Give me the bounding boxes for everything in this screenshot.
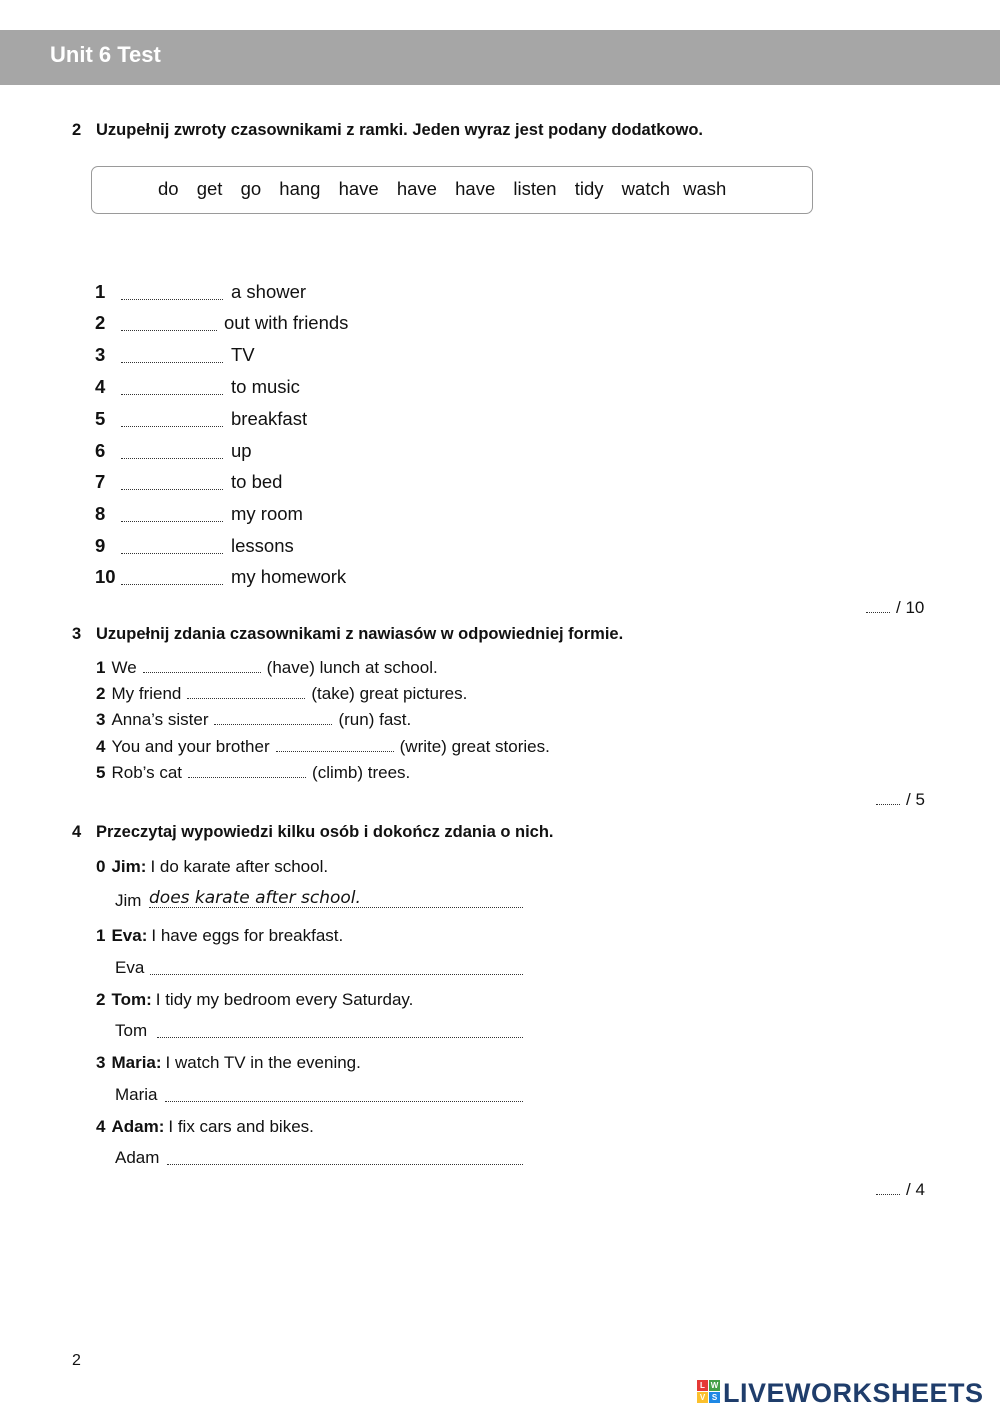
item-number: 2 [96, 684, 106, 703]
score-blank[interactable] [876, 1180, 900, 1195]
item-number: 3 [95, 344, 106, 365]
item-text: to bed [231, 471, 283, 492]
exercise-4-answer [115, 1085, 158, 1111]
word-box-word: listen [513, 178, 557, 199]
answer-subject: Maria [115, 1085, 158, 1104]
exercise-number: 2 [72, 121, 82, 139]
speaker-name: Adam: [111, 1117, 165, 1136]
exercise-2-heading [72, 121, 703, 140]
speaker-name: Eva: [111, 926, 148, 945]
answer-blank[interactable] [121, 299, 223, 300]
exercise-4-score [876, 1180, 925, 1200]
header-bar [0, 30, 1000, 85]
exercise-instruction: Przeczytaj wypowiedzi kilku osób i dokończ zdania o nich. [96, 823, 554, 841]
item-text: lessons [231, 535, 294, 556]
sentence-end: (climb) trees. [312, 763, 411, 782]
score-blank[interactable] [876, 790, 900, 805]
item-text: my homework [231, 566, 347, 587]
logo-letter: W [710, 1381, 719, 1390]
exercise-3-item [96, 684, 467, 706]
exercise-3-score [876, 790, 925, 810]
item-number: 1 [95, 281, 106, 302]
answer-subject: Eva [115, 958, 145, 977]
word-box-word: have [396, 178, 437, 199]
sentence-end: (run) fast. [338, 710, 412, 729]
item-number: 0 [96, 857, 106, 876]
word-box-word: get [196, 178, 223, 199]
word-box-word: hang [279, 178, 321, 199]
sentence-start: You and your brother [111, 737, 270, 756]
sentence-start: Anna’s sister [111, 710, 209, 729]
logo-letter: S [709, 1392, 720, 1403]
answer-blank[interactable] [276, 737, 394, 752]
brand-name: LIVEWORKSHEETS [723, 1378, 984, 1408]
sentence-end: (take) great pictures. [311, 684, 468, 703]
sentence-start: We [111, 658, 137, 677]
item-number: 3 [96, 1053, 106, 1072]
item-number: 4 [96, 737, 106, 756]
logo-letter: L [697, 1380, 708, 1391]
quote-text: I fix cars and bikes. [168, 1117, 314, 1136]
exercise-3-item [96, 763, 410, 785]
item-number: 2 [95, 312, 106, 333]
item-number: 2 [96, 990, 106, 1009]
quote-text: I tidy my bedroom every Saturday. [155, 990, 414, 1009]
speaker-name: Jim: [111, 857, 147, 876]
exercise-instruction: Uzupełnij zwroty czasownikami z ramki. Jeden wyraz jest podany dodatkowo. [96, 121, 703, 139]
answer-subject: Adam [115, 1148, 160, 1167]
exercise-4-quote [96, 926, 343, 946]
item-number: 5 [96, 763, 106, 782]
exercise-number: 4 [72, 823, 82, 841]
item-number: 10 [95, 566, 116, 587]
answer-blank[interactable] [121, 458, 223, 459]
exercise-3-item [96, 658, 438, 680]
score-total: / 5 [906, 790, 925, 809]
item-number: 1 [96, 658, 106, 677]
word-box [91, 166, 813, 214]
exercise-4-quote [96, 990, 413, 1010]
word-box-word: have [338, 178, 379, 199]
sentence-start: My friend [111, 684, 182, 703]
word-box-word: wash [683, 178, 727, 199]
speaker-name: Maria: [111, 1053, 162, 1072]
item-text: to music [231, 376, 300, 397]
answer-blank[interactable] [143, 658, 261, 673]
sentence-end: (write) great stories. [399, 737, 550, 756]
exercise-instruction: Uzupełnij zdania czasownikami z nawiasów w odpowiedniej formie. [96, 625, 624, 643]
exercise-4-answer [115, 1021, 147, 1047]
exercise-3-item [96, 710, 411, 732]
item-number: 3 [96, 710, 106, 729]
answer-line[interactable] [157, 1037, 523, 1038]
item-number: 4 [95, 376, 106, 397]
item-number: 1 [96, 926, 106, 945]
exercise-2-score [866, 598, 924, 618]
word-box-word: tidy [574, 178, 604, 199]
item-text: my room [231, 503, 303, 524]
answer-blank[interactable] [121, 553, 223, 554]
item-number: 6 [95, 440, 106, 461]
word-box-word: do [158, 178, 179, 199]
answer-subject: Tom [115, 1021, 148, 1040]
example-answer: does karate after school. [149, 888, 361, 908]
liveworksheets-logo-icon [697, 1380, 721, 1404]
page-number: 2 [72, 1352, 81, 1369]
quote-text: I do karate after school. [150, 857, 329, 876]
exercise-4-heading [72, 823, 554, 842]
answer-blank[interactable] [121, 362, 223, 363]
item-text: up [231, 440, 252, 461]
quote-text: I watch TV in the evening. [165, 1053, 361, 1072]
item-text: TV [231, 344, 255, 365]
answer-blank[interactable] [188, 763, 306, 778]
logo-letter: V [697, 1392, 708, 1403]
answer-line[interactable] [165, 1101, 523, 1102]
item-number: 7 [95, 471, 106, 492]
exercise-4-quote [96, 1117, 314, 1137]
answer-subject: Jim [115, 891, 142, 910]
answer-blank[interactable] [214, 710, 332, 725]
exercise-4-answer [115, 888, 361, 917]
word-box-word: watch [621, 178, 670, 199]
speaker-name: Tom: [111, 990, 152, 1009]
exercise-3-heading [72, 625, 623, 644]
item-number: 8 [95, 503, 106, 524]
sentence-end: (have) lunch at school. [266, 658, 438, 677]
answer-blank[interactable] [121, 489, 223, 490]
answer-blank[interactable] [121, 394, 223, 395]
item-text: out with friends [224, 312, 349, 333]
exercise-4-quote [96, 1053, 361, 1073]
answer-blank[interactable] [121, 426, 223, 427]
score-total: / 10 [896, 598, 925, 617]
item-number: 4 [96, 1117, 106, 1136]
exercise-4-answer [115, 1148, 159, 1174]
exercise-4-answer [115, 958, 144, 984]
quote-text: I have eggs for breakfast. [151, 926, 344, 945]
page-title: Unit 6 Test [50, 42, 161, 67]
exercise-3-item [96, 737, 550, 759]
word-box-word: have [455, 178, 496, 199]
exercise-4-quote [96, 857, 328, 877]
answer-blank[interactable] [121, 521, 223, 522]
sentence-start: Rob’s cat [111, 763, 183, 782]
answer-blank[interactable] [121, 584, 223, 585]
answer-blank[interactable] [121, 330, 217, 331]
score-blank[interactable] [866, 598, 890, 613]
word-box-word: go [240, 178, 262, 199]
item-text: breakfast [231, 408, 308, 429]
answer-blank[interactable] [187, 684, 305, 699]
item-number: 5 [95, 408, 106, 429]
item-text: a shower [231, 281, 307, 302]
answer-line[interactable] [150, 974, 523, 975]
exercise-number: 3 [72, 625, 82, 643]
item-number: 9 [95, 535, 106, 556]
answer-line[interactable] [167, 1164, 523, 1165]
score-total: / 4 [906, 1180, 925, 1199]
